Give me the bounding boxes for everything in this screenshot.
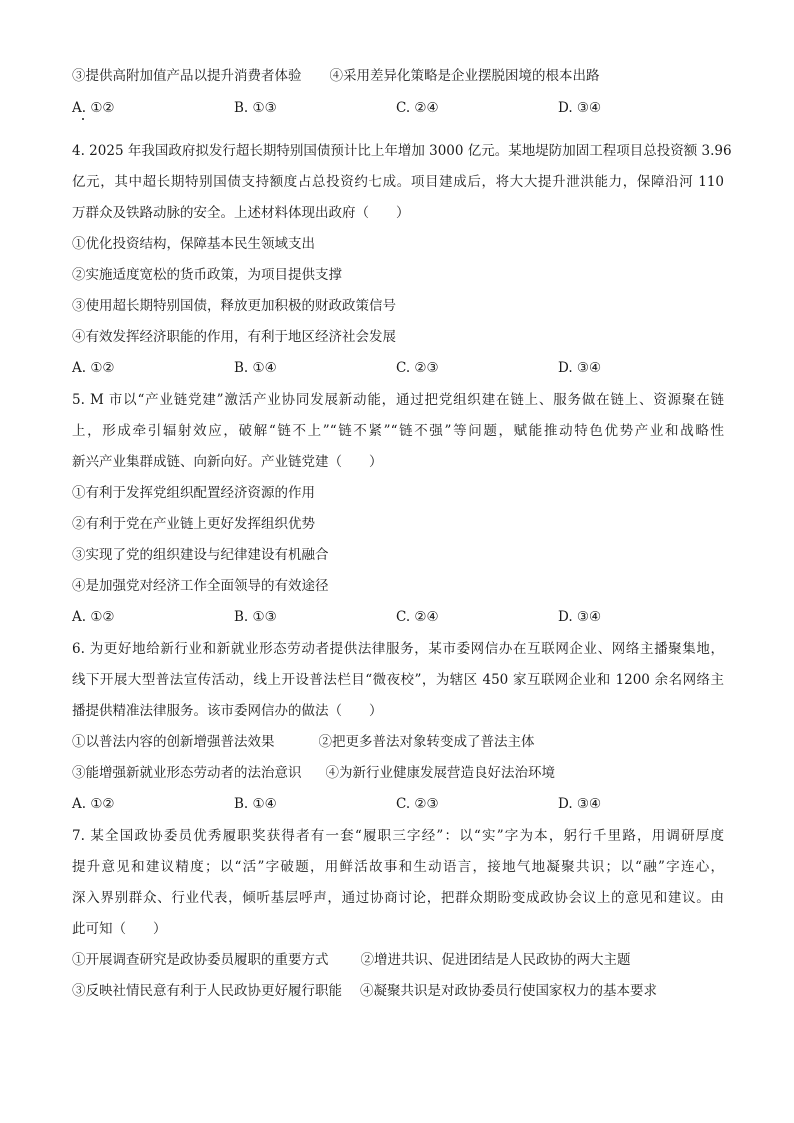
q5-choice-b: B. ①③ bbox=[234, 609, 277, 625]
q5-stem-line: 新兴产业集群成链、向新向好。产业链党建（ ） bbox=[72, 454, 383, 470]
q5-choice-d: D. ③④ bbox=[558, 609, 602, 625]
q7-statement-row bbox=[72, 981, 724, 1001]
q6-stem-line: 播提供精准法律服务。该市委网信办的做法（ ） bbox=[72, 703, 383, 719]
q3-choice-c: C. ②④ bbox=[396, 100, 439, 116]
q6-choice-c: C. ②③ bbox=[396, 796, 439, 812]
q4-stem-line: 亿元，其中超长期特别国债支持额度占总投资约七成。项目建成后，将大大提升泄洪能力，保障沿河 110 bbox=[72, 174, 724, 190]
q4-stem-line: 4. 2025 年我国政府拟发行超长期特别国债预计比上年增加 3000 亿元。某地堤防加固工程项目总投资额 3.96 bbox=[72, 143, 732, 159]
q3-statement-row bbox=[72, 66, 724, 86]
q5-statement-2: ②有利于党在产业链上更好发挥组织优势 bbox=[72, 516, 315, 532]
q3-choice-b: B. ①③ bbox=[234, 100, 277, 116]
q7-statement-4: ④凝聚共识是对政协委员行使国家权力的基本要求 bbox=[360, 983, 657, 999]
q7-statement-row bbox=[72, 950, 724, 970]
q4-statement-3: ③使用超长期特别国债，释放更加积极的财政政策信号 bbox=[72, 298, 396, 314]
q5-choices bbox=[72, 607, 724, 627]
q4-stem-line: 万群众及铁路动脉的安全。上述材料体现出政府（ ） bbox=[72, 205, 410, 221]
q7-stem-line: 提升意见和建议精度；以“活”字破题，用鲜活故事和生动语言，接地气地凝聚共识；以“融”字连心， bbox=[72, 859, 724, 875]
q4-choice-d: D. ③④ bbox=[558, 360, 602, 376]
q4-choice-b: B. ①④ bbox=[234, 360, 277, 376]
q6-statement-row bbox=[72, 763, 724, 783]
q7-statement-3: ③反映社情民意有利于人民政协更好履行职能 bbox=[72, 983, 342, 999]
q3-choices bbox=[72, 98, 724, 118]
q4-choice-a: A. ①② bbox=[72, 360, 115, 376]
q3-choice-a: A. ①② bbox=[72, 100, 115, 116]
q4-statement-1: ①优化投资结构，保障基本民生领域支出 bbox=[72, 236, 315, 252]
q5-stem-line: 5. M 市以“产业链党建”激活产业协同发展新动能，通过把党组织建在链上、服务做在链上、资源聚在链 bbox=[72, 392, 724, 408]
q4-choice-c: C. ②③ bbox=[396, 360, 439, 376]
q6-choice-b: B. ①④ bbox=[234, 796, 277, 812]
q6-stem-line: 线下开展大型普法宣传活动，线上开设普法栏目“微夜校”，为辖区 450 家互联网企业和 1200 余名网络主 bbox=[72, 672, 724, 688]
q6-choice-d: D. ③④ bbox=[558, 796, 602, 812]
q7-stem-line: 7. 某全国政协委员优秀履职奖获得者有一套“履职三字经”：以“实”字为本，躬行千里路，用调研厚度 bbox=[72, 828, 724, 844]
q6-statement-3: ③能增强新就业形态劳动者的法治意识 bbox=[72, 765, 302, 781]
q4-choices bbox=[72, 358, 724, 378]
q3-choice-d: D. ③④ bbox=[558, 100, 602, 116]
q5-choice-a: A. ①② bbox=[72, 609, 115, 625]
q6-statement-row bbox=[72, 732, 724, 752]
q3-statement-3: ③提供高附加值产品以提升消费者体验 bbox=[72, 68, 302, 84]
q4-statement-2: ②实施适度宽松的货币政策，为项目提供支撑 bbox=[72, 267, 342, 283]
q6-statement-4: ④为新行业健康发展营造良好法治环境 bbox=[325, 765, 555, 781]
q6-statement-2: ②把更多普法对象转变成了普法主体 bbox=[318, 734, 535, 750]
q7-stem-line: 此可知（ ） bbox=[72, 921, 167, 937]
q5-statement-1: ①有利于发挥党组织配置经济资源的作用 bbox=[72, 485, 315, 501]
q3-statement-4: ④采用差异化策略是企业摆脱困境的根本出路 bbox=[329, 68, 600, 84]
q5-statement-4: ④是加强党对经济工作全面领导的有效途径 bbox=[72, 578, 329, 594]
q7-statement-1: ①开展调查研究是政协委员履职的重要方式 bbox=[72, 952, 329, 968]
q5-stem-line: 上，形成牵引辐射效应，破解“链不上”“链不紧”“链不强”等问题，赋能推动特色优势产业和战略性 bbox=[72, 423, 724, 439]
q6-statement-1: ①以普法内容的创新增强普法效果 bbox=[72, 734, 275, 750]
q5-statement-3: ③实现了党的组织建设与纪律建设有机融合 bbox=[72, 547, 329, 563]
q6-choice-a: A. ①② bbox=[72, 796, 115, 812]
q6-choices bbox=[72, 794, 724, 814]
q5-choice-c: C. ②④ bbox=[396, 609, 439, 625]
q7-stem-line: 深入界别群众、行业代表，倾听基层呼声，通过协商讨论，把群众期盼变成政协会议上的意见和建议。由 bbox=[72, 890, 724, 906]
q4-statement-4: ④有效发挥经济职能的作用，有利于地区经济社会发展 bbox=[72, 329, 396, 345]
stray-dot bbox=[82, 118, 84, 120]
q6-stem-line: 6. 为更好地给新行业和新就业形态劳动者提供法律服务，某市委网信办在互联网企业、网络主播聚集地， bbox=[72, 641, 724, 657]
q7-statement-2: ②增进共识、促进团结是人民政协的两大主题 bbox=[360, 952, 631, 968]
